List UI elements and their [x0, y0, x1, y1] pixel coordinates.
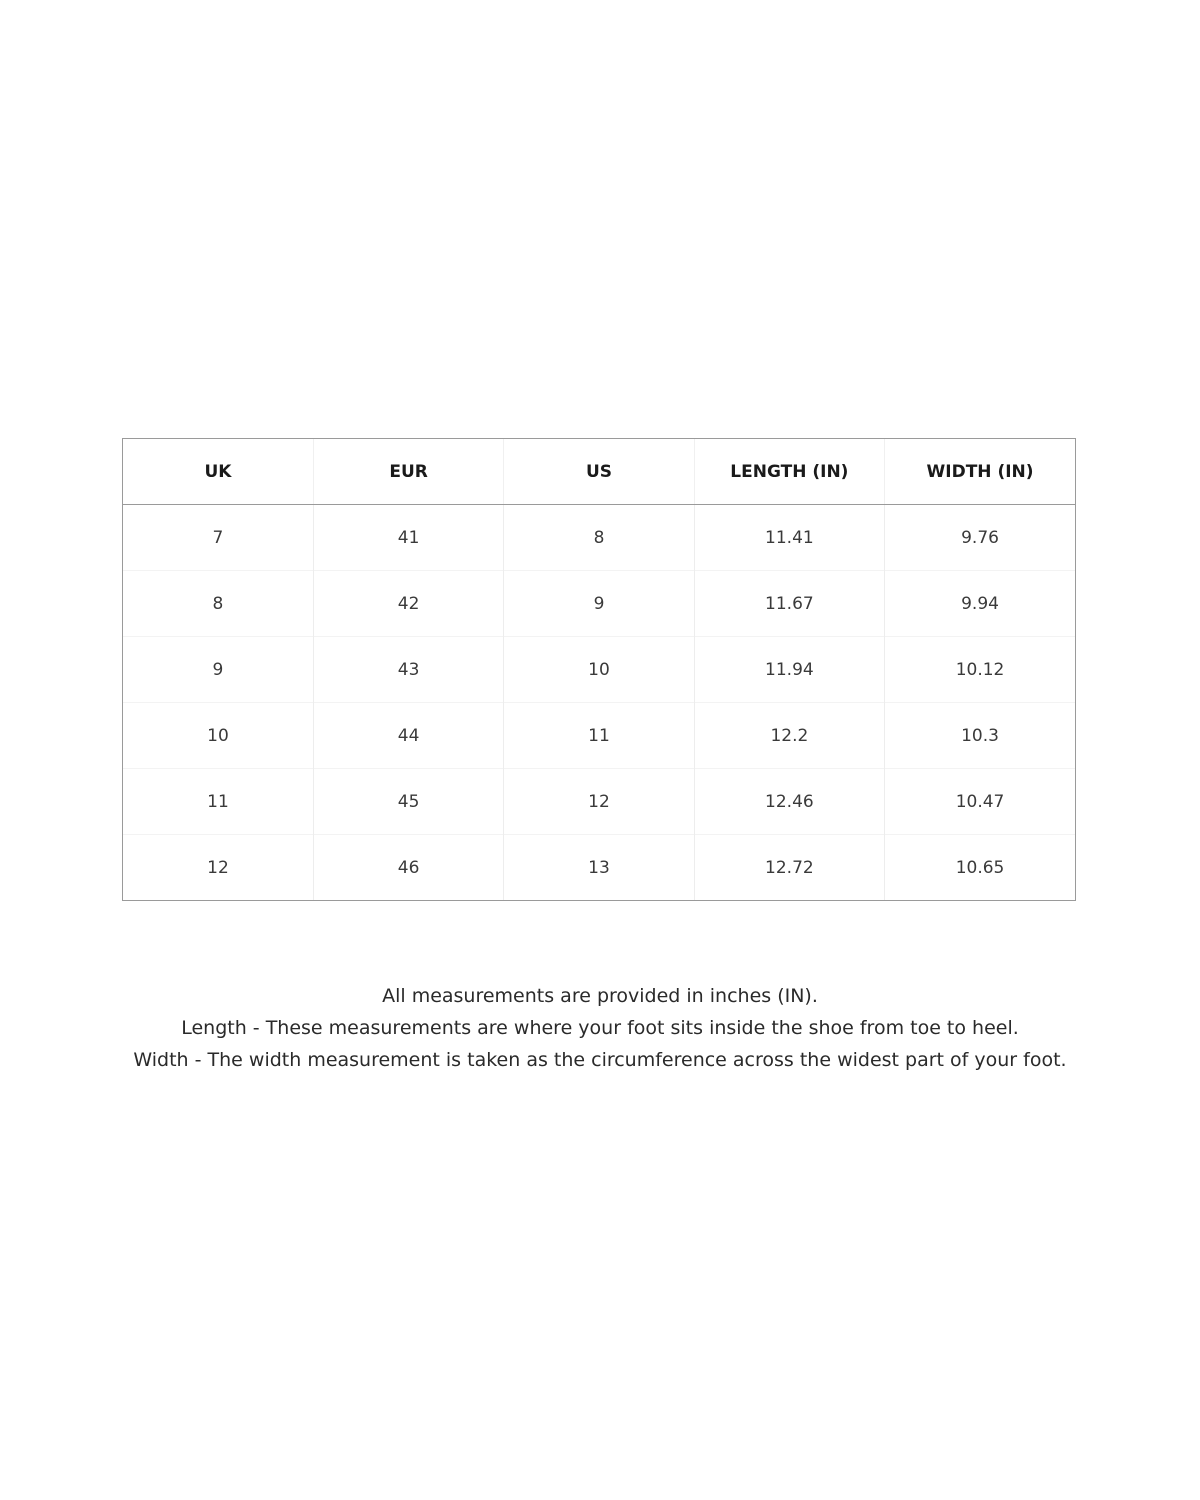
- cell-length: 12.72: [694, 835, 884, 901]
- cell-us: 12: [504, 769, 694, 835]
- column-header-uk: UK: [123, 439, 313, 505]
- table-row: [123, 769, 1075, 835]
- cell-us: 13: [504, 835, 694, 901]
- measurement-notes: [0, 980, 1200, 1076]
- cell-us: 8: [504, 505, 694, 571]
- cell-width: 10.12: [885, 637, 1075, 703]
- note-length: Length - These measurements are where your foot sits inside the shoe from toe to heel.: [181, 1017, 1019, 1039]
- cell-uk: 9: [123, 637, 313, 703]
- table-row: [123, 703, 1075, 769]
- column-header-us: US: [504, 439, 694, 505]
- cell-length: 11.41: [694, 505, 884, 571]
- cell-length: 12.2: [694, 703, 884, 769]
- cell-uk: 10: [123, 703, 313, 769]
- cell-uk: 12: [123, 835, 313, 901]
- cell-length: 11.67: [694, 571, 884, 637]
- size-chart-table: [122, 438, 1076, 901]
- cell-eur: 44: [313, 703, 503, 769]
- table-row: [123, 637, 1075, 703]
- cell-us: 10: [504, 637, 694, 703]
- table-header-row: [123, 439, 1075, 505]
- cell-eur: 41: [313, 505, 503, 571]
- cell-uk: 11: [123, 769, 313, 835]
- table-row: [123, 835, 1075, 901]
- table-row: [123, 505, 1075, 571]
- column-header-length: LENGTH (IN): [694, 439, 884, 505]
- cell-eur: 43: [313, 637, 503, 703]
- column-header-width: WIDTH (IN): [885, 439, 1075, 505]
- cell-us: 9: [504, 571, 694, 637]
- cell-width: 10.65: [885, 835, 1075, 901]
- cell-width: 9.94: [885, 571, 1075, 637]
- cell-length: 12.46: [694, 769, 884, 835]
- note-units: All measurements are provided in inches (IN).: [382, 985, 818, 1007]
- cell-eur: 45: [313, 769, 503, 835]
- table-row: [123, 571, 1075, 637]
- cell-us: 11: [504, 703, 694, 769]
- cell-uk: 8: [123, 571, 313, 637]
- cell-width: 10.47: [885, 769, 1075, 835]
- cell-eur: 42: [313, 571, 503, 637]
- cell-length: 11.94: [694, 637, 884, 703]
- column-header-eur: EUR: [313, 439, 503, 505]
- cell-width: 10.3: [885, 703, 1075, 769]
- note-width: Width - The width measurement is taken as the circumference across the widest part of your foot.: [133, 1049, 1067, 1071]
- cell-width: 9.76: [885, 505, 1075, 571]
- cell-uk: 7: [212, 527, 224, 548]
- cell-eur: 46: [313, 835, 503, 901]
